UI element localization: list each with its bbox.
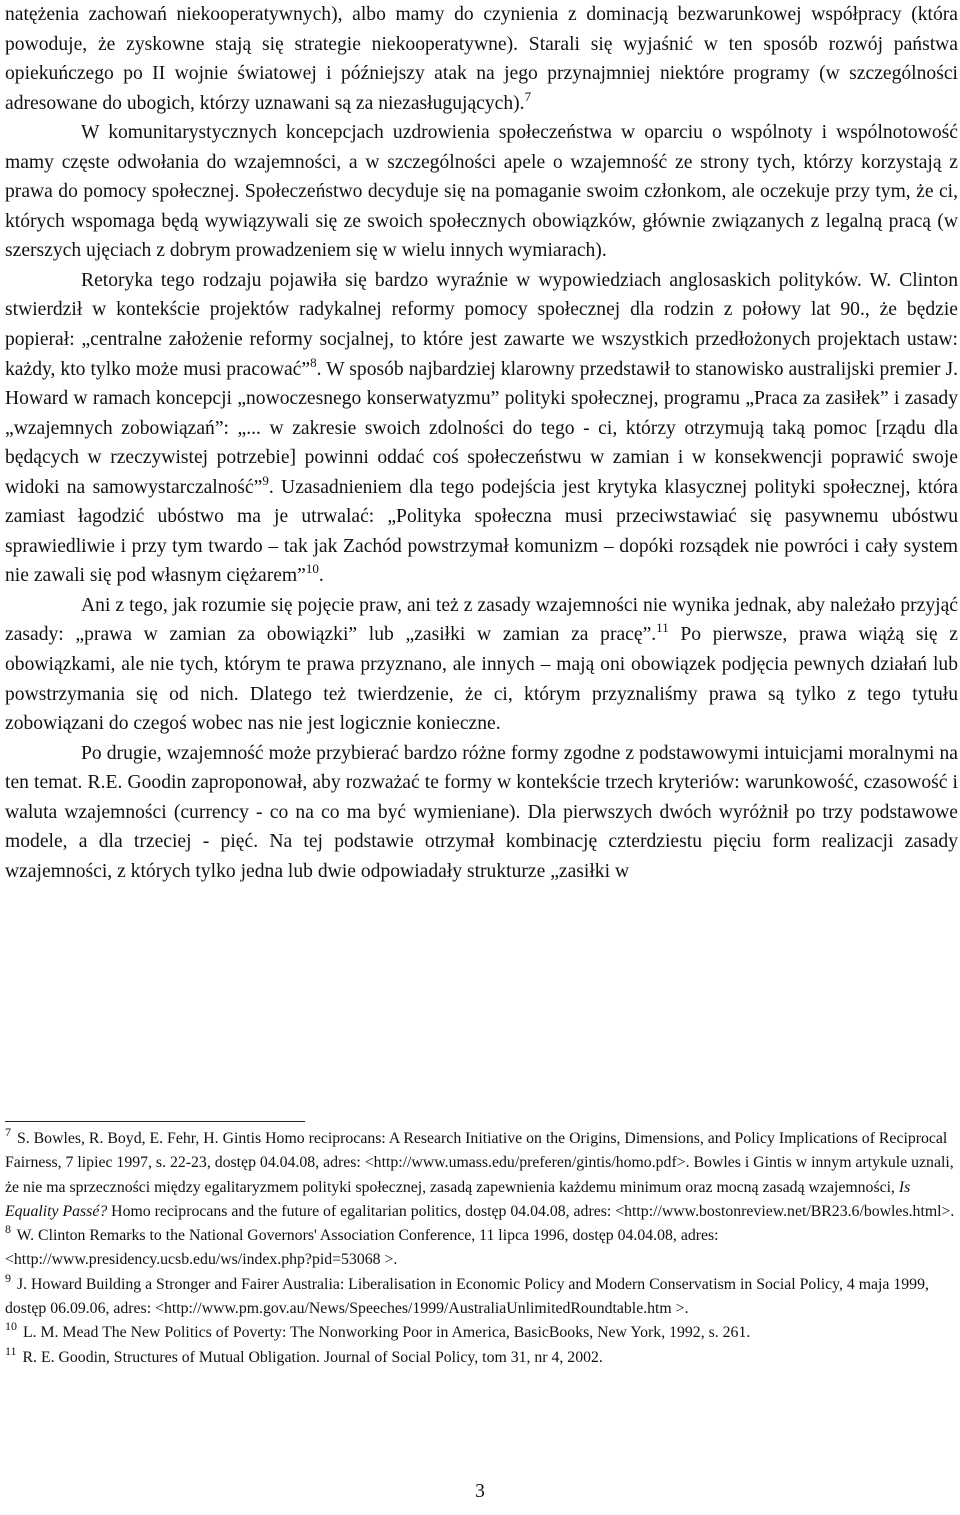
paragraph: natężenia zachowań niekooperatywnych), albo mamy do czynienia z dominacją bezwarunkowej współpracy (która powoduje, że zyskowne stają się strategie niekooperatywne). Starali się wyjaśnić w ten sposób rozwój państwa opiekuńczego po II wojnie światowej i późniejszy atak na jego przynajmniej niektóre programy (w szczególności adresowane do ubogich, którzy uznawani są za niezasługujących).$^7$ — [5, 4, 958, 114]
paragraph: Ani z tego, jak rozumie się pojęcie praw, ani też z zasady wzajemności nie wynika jednak, aby należało przyjąć zasady: „prawa w zamian za obowiązki” lub „zasiłki w zamian za pracę”.$^{11}$ Po pierwsze, prawa wiążą się z obowiązkami, ale nie tych, którym te prawa przyznano, ale innych – mają oni obowiązek podjęcia pewnych działań lub powstrzymania się od nich. Dlatego też twierdzenie, że ci, którym przyznaliśmy prawa są tylko z tego tytułu zobowiązani do czegoś wobec nas nie jest logicznie konieczne. — [5, 594, 958, 735]
footnote: $^{11}$ R. E. Goodin, Structures of Mutual Obligation. Journal of Social Policy, tom 31, nr 4, 2002. — [5, 1343, 603, 1366]
page-number: 3 — [475, 1481, 485, 1502]
footnote: $^8$ W. Clinton Remarks to the National Governors' Association Conference, 11 lipca 1996, dostęp 04.04.08, adres: <http://www.presidency.ucsb.edu/ws/index.php?pid=53068 >. — [5, 1222, 719, 1269]
paragraph: Retoryka tego rodzaju pojawiła się bardzo wyraźnie w wypowiedziach anglosaskich polityków. W. Clinton stwierdził w kontekście projektów radykalnej reformy pomocy społecznej dla rodzin z połowy lat 90., że będzie popierał: „centralne założenie reformy socjalnej, to które jest zawarte we wszystkich przedłożonych projektach ustaw: każdy, kto tylko może musi pracować”$^8$. W sposób najbardziej klarowny przedstawił to stanowisko australijski premier J. Howard w ramach koncepcji „nowoczesnego konserwatyzmu” polityki społecznej, programu „Praca za zasiłek” i zasady „wzajemnych zobowiązań”: „... w zakresie swoich zdolności do tego - ci, którzy otrzymują taką pomoc [rządu dla będących w rzeczywistej potrzebie] powinni oddać coś społeczeństwu w zamian i w konsekwencji poprawić swoje widoki na samowystarczalność”$^9$. Uzasadnieniem dla tego podejścia jest krytyka klasycznej polityki społecznej, która zamiast łagodzić ubóstwo ma je utrwalać: „Polityka społeczna musi przeciwstawiać się pasywnemu ubóstwu sprawiedliwie i przy tym twardo – tak jak Zachód powstrzymał komunizm – dopóki rozsądek nie powróci i cały system nie zawali się pod własnym ciężarem”$^{10}$. — [5, 269, 958, 587]
footnotes — [5, 1127, 955, 1370]
footnote-number: 11 — [5, 1343, 17, 1358]
paragraph: W komunitarystycznych koncepcjach uzdrowienia społeczeństwa w oparciu o wspólnoty i wspólnotowość mamy częste odwołania do wzajemności, a w szczególności apele o wzajemność ze strony tych, którzy korzystają z prawa do pomocy społecznej. Społeczeństwo decyduje się na pomaganie swoim członkom, ale oczekuje przy tym, że ci, których wspomaga będą wywiązywali się ze swoich społecznych obowiązków, głównie związanych z legalną pracą (w szerszych ujęciach z dobrym prowadzeniem się w wielu innych wymiarach). — [5, 122, 958, 262]
footnote-number: 10 — [5, 1319, 17, 1334]
footnote-ref: 10 — [305, 561, 319, 577]
paragraph: Po drugie, wzajemność może przybierać bardzo różne formy zgodne z podstawowymi intuicjami moralnymi na ten temat. R.E. Goodin zaproponował, aby rozważać te formy w kontekście trzech kryteriów: warunkowość, czasowość i waluta wzajemności (currency - co na co ma być wymieniane). Dla pierwszych dwóch wyróżnił po trzy podstawowe modele, a dla trzeciej - pięć. Na tej podstawie otrzymał kombinację czterdziestu pięciu form realizacji zasady wzajemności, z których tylko jedna lub dwie odpowiadały strukturze „zasiłki w — [5, 742, 958, 882]
footnote-ref: 7 — [524, 88, 532, 104]
footnote: $^7$ S. Bowles, R. Boyd, E. Fehr, H. Gintis Homo reciprocans: A Research Initiative on the Origins, Dimensions, and Policy Implications of Reciprocal Fairness, 7 lipiec 1997, s. 22-23, dostęp 04.04.08, adres: <http://www.umass.edu/preferen/gintis/homo.pdf>. Bowles i Gintis w innym artykule uznali, że nie ma sprzeczności między egalitaryzmem polityki społecznej, zasadą zapewnienia każdemu minimum oraz mocną zasadą wzajemności, Is Equality Passé? Homo reciprocans and the future of egalitarian politics, dostęp 04.04.08, adres: <http://www.bostonreview.net/BR23.6/bowles.html>. — [5, 1125, 955, 1220]
footnote-number: 7 — [5, 1125, 11, 1139]
main-text — [5, 0, 958, 886]
footnote-ref: 11 — [656, 620, 669, 636]
footnote-ref: 8 — [310, 354, 317, 370]
footnote-number: 9 — [5, 1270, 11, 1285]
footnote-ref: 9 — [262, 472, 269, 488]
footnote: $^{10}$ L. M. Mead The New Politics of Poverty: The Nonworking Poor in America, BasicBooks, New York, 1992, s. 261. — [5, 1319, 751, 1342]
footnote-number: 8 — [5, 1222, 11, 1237]
footnote: $^9$ J. Howard Building a Stronger and Fairer Australia: Liberalisation in Economic Policy and Modern Conservatism in Social Policy, 4 maja 1999, dostęp 06.09.06, adres: <http://www.pm.gov.au/News/Speeches/1999/AustraliaUnlimitedRoundtable.htm >. — [5, 1270, 929, 1318]
footnote-separator — [5, 1121, 305, 1122]
